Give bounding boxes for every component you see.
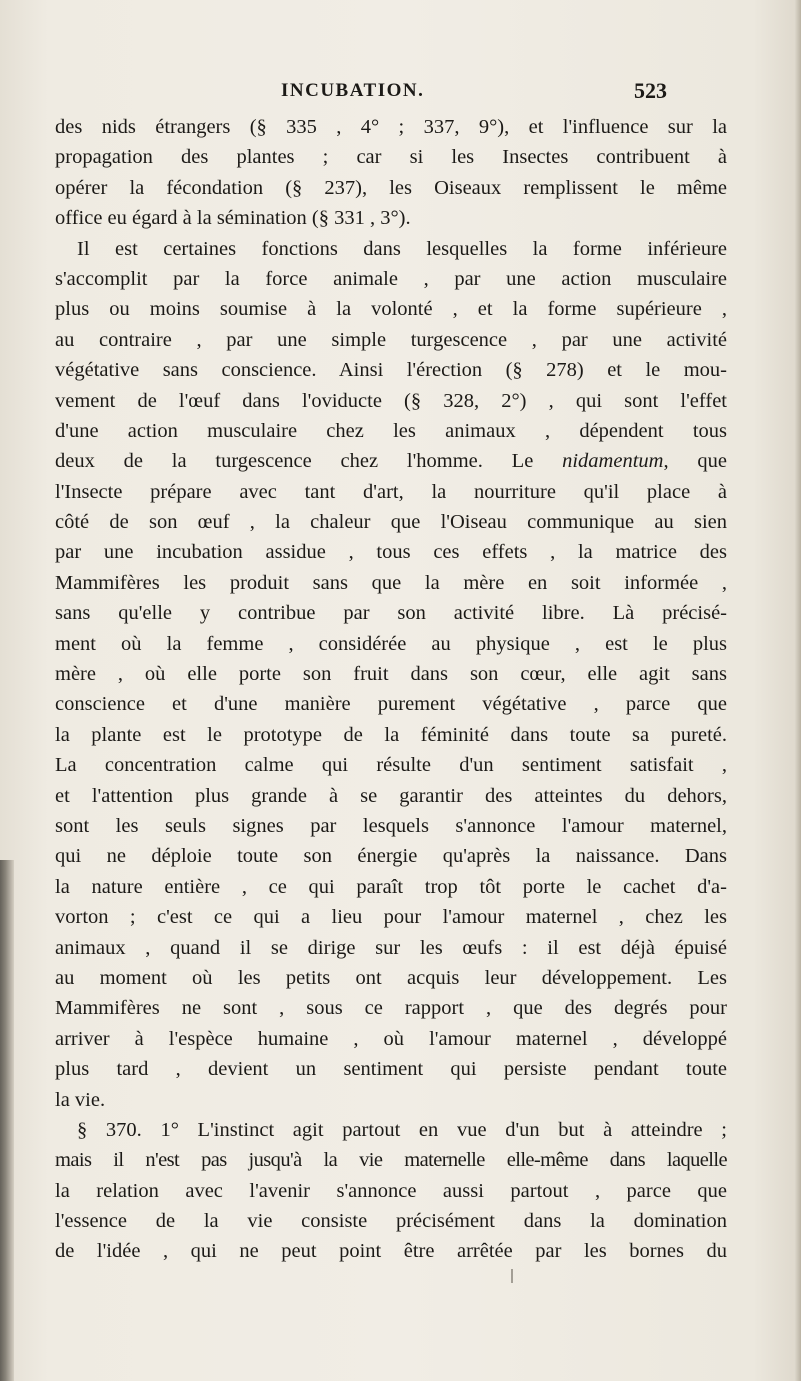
text-line: et l'attention plus grande à se garantir des atteintes du dehors, <box>55 784 727 807</box>
text-line: opérer la fécondation (§ 237), les Oiseaux remplissent le même <box>55 176 727 199</box>
body-text <box>55 112 727 1267</box>
text-line: plus tard , devient un sentiment qui persiste pendant toute <box>55 1058 727 1081</box>
text-line: la plante est le prototype de la féminité dans toute sa pureté. <box>55 723 727 746</box>
text-line: vorton ; c'est ce qui a lieu pour l'amour maternel , chez les <box>55 906 727 929</box>
text-line: vement de l'œuf dans l'oviducte (§ 328, 2°) , qui sont l'effet <box>55 389 727 412</box>
text-line: la vie. <box>55 1088 106 1111</box>
text-segment: deux de la turgescence chez l'homme. Le <box>55 450 534 473</box>
text-line: des nids étrangers (§ 335 , 4° ; 337, 9°), et l'influence sur la <box>55 116 727 138</box>
section-start-line: § 370. 1° L'instinct agit partout en vue d'un but à atteindre ; <box>77 1118 727 1141</box>
text-line: mère , où elle porte son fruit dans son cœur, elle agit sans <box>55 663 727 686</box>
text-line: ment où la femme , considérée au physique , est le plus <box>55 632 727 655</box>
text-line: l'Insecte prépare avec tant d'art, la nourriture qu'il place à <box>55 480 727 503</box>
text-line: conscience et d'une manière purement végétative , parce que <box>55 693 727 716</box>
text-line: végétative sans conscience. Ainsi l'érection (§ 278) et le mou- <box>55 359 727 382</box>
text-line: par une incubation assidue , tous ces effets , la matrice des <box>55 541 727 564</box>
italic-term: nidamentum <box>562 450 664 473</box>
text-line: sans qu'elle y contribue par son activité libre. Là précisé- <box>55 602 727 625</box>
page-header <box>0 78 801 108</box>
ink-speck <box>511 1269 513 1283</box>
text-line: s'accomplit par la force animale , par une action musculaire <box>55 267 727 290</box>
text-line: sont les seuls signes par lesquels s'annonce l'amour maternel, <box>55 814 727 837</box>
text-line: la nature entière , ce qui paraît trop tôt porte le cachet d'a- <box>55 875 727 898</box>
text-line: côté de son œuf , la chaleur que l'Oiseau communique au sien <box>55 511 727 534</box>
text-segment: , que <box>663 450 727 473</box>
text-line: animaux , quand il se dirige sur les œufs : il est déjà épuisé <box>55 936 727 959</box>
text-line-with-italic <box>55 446 727 476</box>
text-line: de l'idée , qui ne peut point être arrêtée par les bornes du <box>55 1240 727 1263</box>
page-edge <box>795 0 801 1381</box>
text-line: au moment où les petits ont acquis leur développement. Les <box>55 966 727 989</box>
text-line: qui ne déploie toute son énergie qu'après la naissance. Dans <box>55 845 727 868</box>
text-line: office eu égard à la sémination (§ 331 , 3°). <box>55 207 411 230</box>
text-line: plus ou moins soumise à la volonté , et la forme supérieure , <box>55 298 727 321</box>
text-line: Mammifères les produit sans que la mère en soit informée , <box>55 571 727 594</box>
text-line: l'essence de la vie consiste précisément dans la domination <box>55 1210 727 1233</box>
text-line: Mammifères ne sont , sous ce rapport , que des degrés pour <box>55 997 727 1020</box>
text-line: la relation avec l'avenir s'annonce aussi partout , parce que <box>55 1179 727 1202</box>
page-binding-shadow <box>0 860 14 1381</box>
paragraph-start-line: Il est certaines fonctions dans lesquelles la forme inférieure <box>77 237 727 260</box>
page-number: 523 <box>634 78 667 103</box>
text-line: au contraire , par une simple turgescence , par une activité <box>55 328 727 351</box>
text-line: arriver à l'espèce humaine , où l'amour maternel , développé <box>55 1027 727 1050</box>
text-line: propagation des plantes ; car si les Insectes contribuent à <box>55 146 727 169</box>
running-title: INCUBATION. <box>281 80 425 101</box>
text-line: d'une action musculaire chez les animaux , dépendent tous <box>55 419 727 442</box>
text-line: mais il n'est pas jusqu'à la vie maternelle elle-même dans laquelle <box>55 1149 727 1172</box>
text-line: La concentration calme qui résulte d'un sentiment satisfait , <box>55 754 727 777</box>
